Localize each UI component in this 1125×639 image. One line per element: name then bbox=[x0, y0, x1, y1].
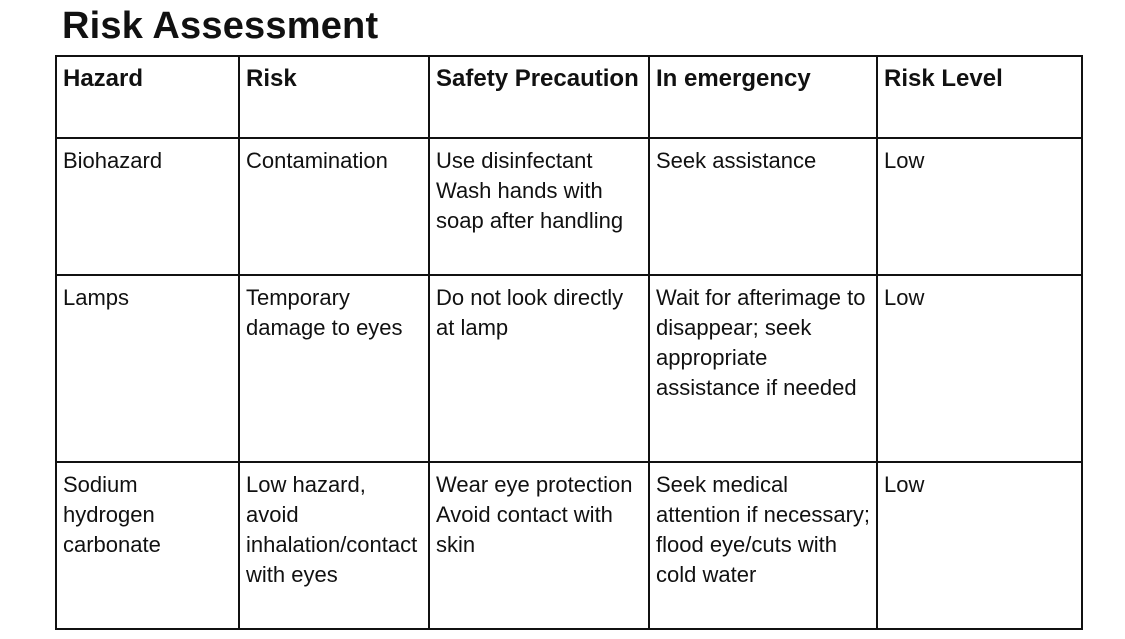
cell-precaution bbox=[429, 275, 649, 462]
table-row bbox=[56, 462, 1082, 629]
cell-emergency: Seek medical attention if necessary; flood eye/cuts with cold water bbox=[649, 462, 877, 629]
table-row bbox=[56, 275, 1082, 462]
cell-risk-level: Low bbox=[877, 462, 1082, 629]
cell-precaution bbox=[429, 138, 649, 275]
precaution-line: Wear eye protection bbox=[436, 472, 633, 497]
cell-hazard: Biohazard bbox=[56, 138, 239, 275]
cell-emergency: Seek assistance bbox=[649, 138, 877, 275]
table-header-row bbox=[56, 56, 1082, 138]
cell-emergency: Wait for afterimage to disappear; seek appropriate assistance if needed bbox=[649, 275, 877, 462]
precaution-line: Wash hands with soap after handling bbox=[436, 178, 624, 233]
header-risk-level: Risk Level bbox=[877, 56, 1082, 138]
cell-hazard: Sodium hydrogen carbonate bbox=[56, 462, 239, 629]
header-safety-precaution: Safety Precaution bbox=[429, 56, 649, 138]
risk-assessment-table bbox=[55, 55, 1083, 630]
cell-risk-level: Low bbox=[877, 138, 1082, 275]
page-title: Risk Assessment bbox=[62, 5, 379, 47]
header-in-emergency: In emergency bbox=[649, 56, 877, 138]
precaution-line: Avoid contact with skin bbox=[436, 502, 613, 557]
header-hazard: Hazard bbox=[56, 56, 239, 138]
cell-hazard: Lamps bbox=[56, 275, 239, 462]
precaution-line: Do not look directly at lamp bbox=[436, 285, 624, 340]
table-row bbox=[56, 138, 1082, 275]
header-risk: Risk bbox=[239, 56, 429, 138]
cell-risk: Contamination bbox=[239, 138, 429, 275]
precaution-line: Use disinfectant bbox=[436, 148, 593, 173]
cell-risk: Low hazard, avoid inhalation/contact with eyes bbox=[239, 462, 429, 629]
cell-risk: Temporary damage to eyes bbox=[239, 275, 429, 462]
cell-risk-level: Low bbox=[877, 275, 1082, 462]
cell-precaution bbox=[429, 462, 649, 629]
